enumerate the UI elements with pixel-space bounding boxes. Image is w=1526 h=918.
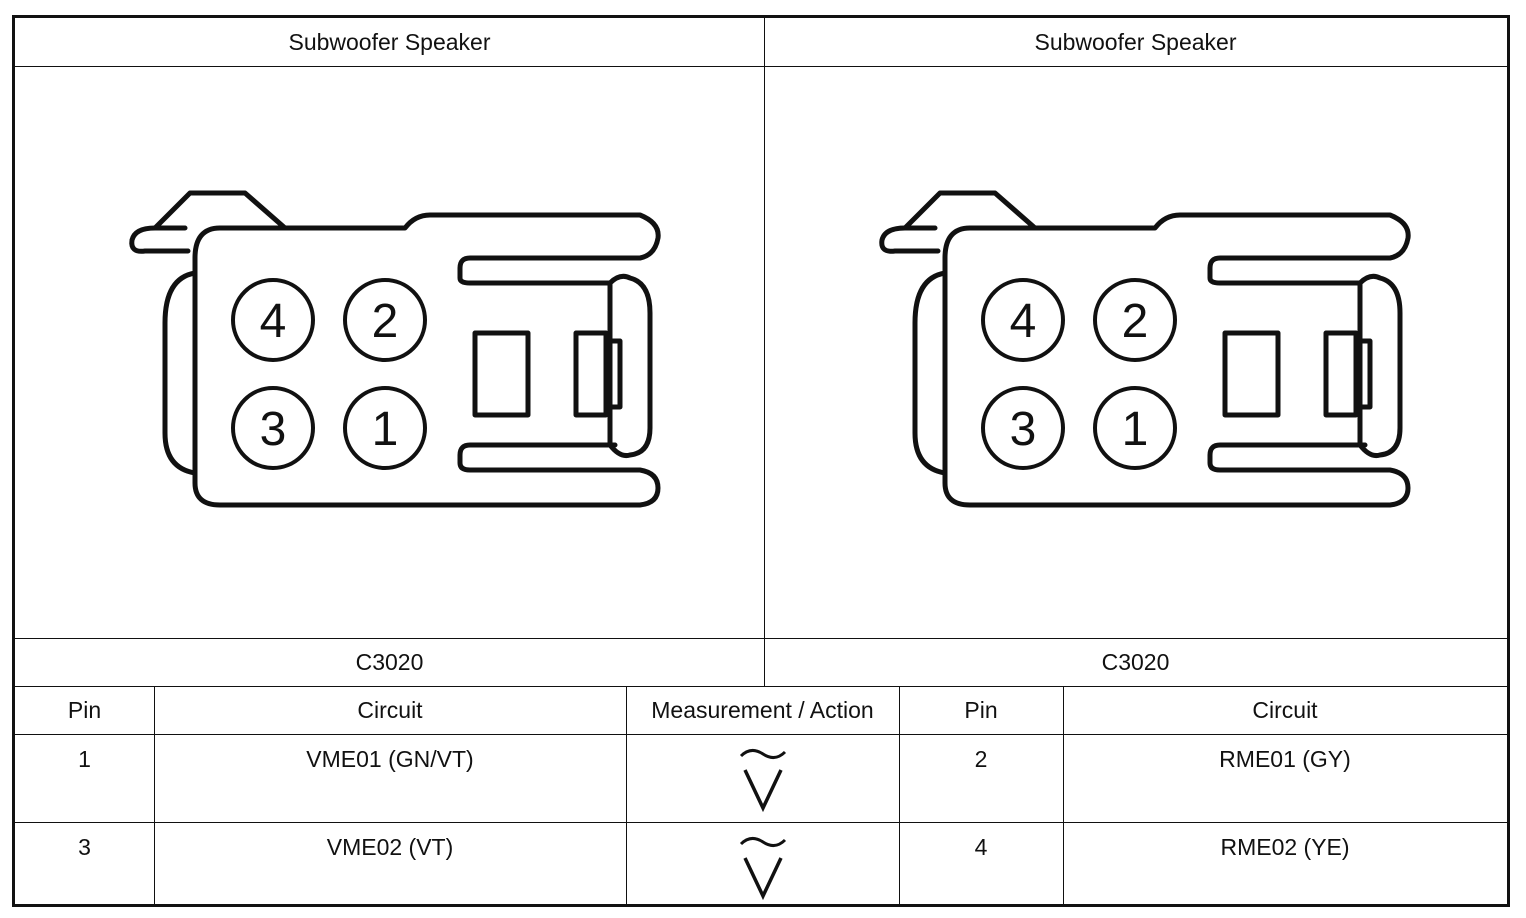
table-row-2-circuit-right: RME02 (YE) [1220,834,1350,860]
ac-voltage-icon [735,830,791,902]
header-circuit-left: Circuit [357,696,423,723]
table-row-1-circuit-left: VME01 (GN/VT) [306,746,474,772]
connector-id-left: C3020 [355,648,424,675]
connector-id-right: C3020 [1101,648,1170,675]
pin-label: 4 [259,295,287,348]
connector-diagram-left [110,183,670,513]
header-measurement: Measurement / Action [651,696,874,723]
header-pin-right: Pin [964,696,998,723]
connector-title-left: Subwoofer Speaker [288,28,491,55]
table-row-1-circuit-right: RME01 (GY) [1219,746,1351,772]
connector-title-right: Subwoofer Speaker [1034,28,1237,55]
pin-label: 2 [371,295,399,348]
pin-label: 1 [371,403,399,456]
connector-diagram-right [860,183,1420,513]
pin-label: 4 [1009,295,1037,348]
table-row-1-pin-right: 2 [974,746,988,772]
ac-voltage-icon [735,742,791,814]
pin-label: 3 [1009,403,1037,456]
pin-label: 2 [1121,295,1149,348]
table-row-2-circuit-left: VME02 (VT) [326,834,454,860]
header-pin-left: Pin [67,696,102,723]
table-row-1-pin-left: 1 [78,746,91,772]
pin-label: 3 [259,403,287,456]
pin-label: 1 [1121,403,1149,456]
connector-sheet [12,15,1510,907]
header-circuit-right: Circuit [1252,696,1318,723]
table-row-2-pin-left: 3 [78,834,91,860]
table-row-2-pin-right: 4 [974,834,988,860]
